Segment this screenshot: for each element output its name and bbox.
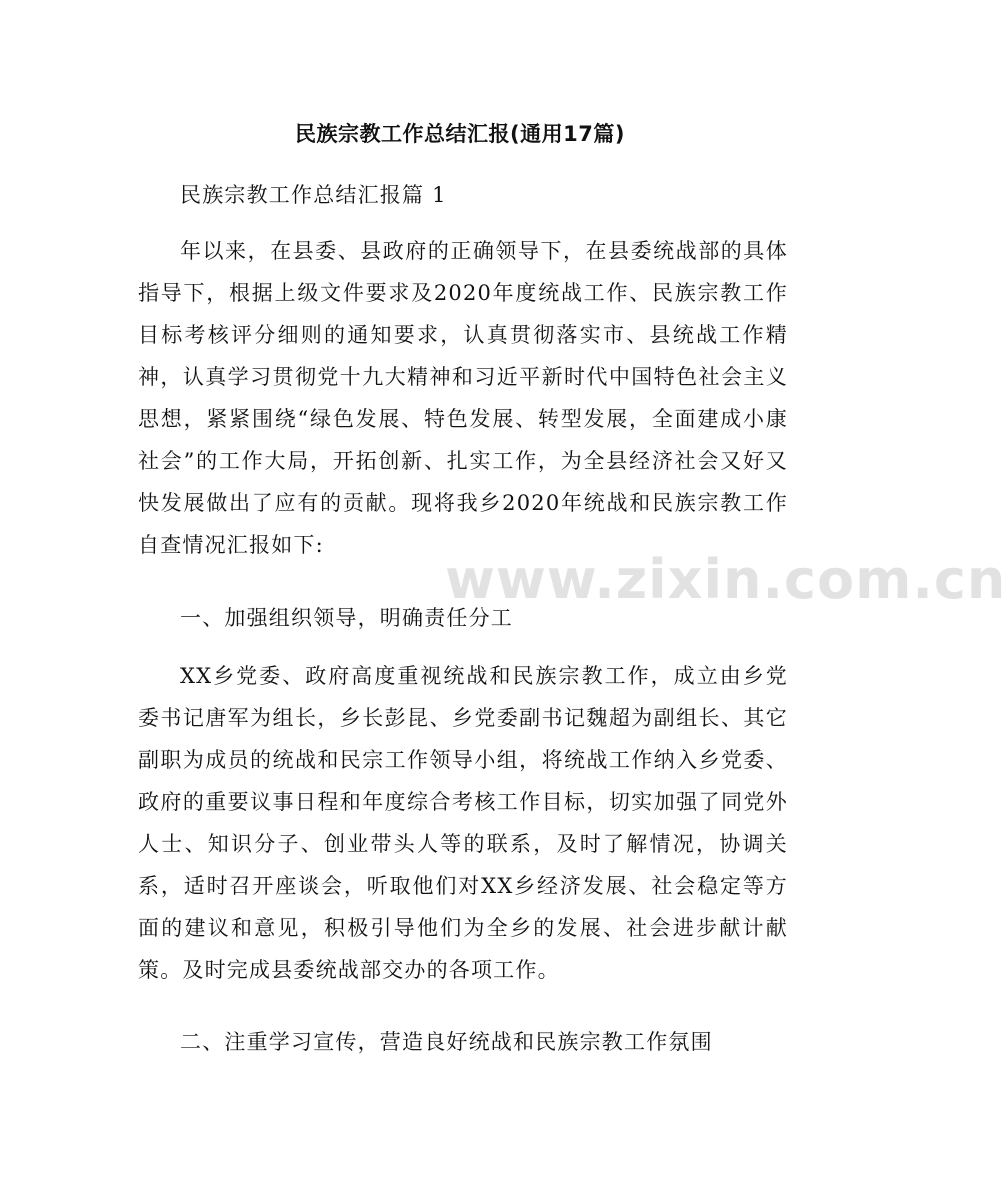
paragraph-intro: 年以来，在县委、县政府的正确领导下，在县委统战部的具体指导下，根据上级文件要求及2020年度统战工作、民族宗教工作目标考核评分细则的通知要求，认真贯彻落实市、县统战工作精神，认真学习贯彻党十九大精神和习近平新时代中国特色社会主义思想，紧紧围绕“绿色发展、特色发展、转型发展，全面建成小康社会”的工作大局，开拓创新、扎实工作，为全县经济社会又好又快发展做出了应有的贡献。现将我乡2020年统战和民族宗教工作自查情况汇报如下: bbox=[138, 239, 788, 557]
subheading-publicity: 二、注重学习宣传，营造良好统战和民族宗教工作氛围 bbox=[180, 1030, 713, 1054]
document-title: 民族宗教工作总结汇报(通用17篇) bbox=[295, 122, 625, 146]
section-heading: 民族宗教工作总结汇报篇 1 bbox=[180, 183, 447, 207]
watermark: www.zixin.com.cn bbox=[445, 548, 1006, 611]
subheading-organization: 一、加强组织领导，明确责任分工 bbox=[180, 606, 513, 630]
paragraph-organization: XX乡党委、政府高度重视统战和民族宗教工作，成立由乡党委书记唐军为组长，乡长彭昆、乡党委副书记魏超为副组长、其它副职为成员的统战和民宗工作领导小组，将统战工作纳入乡党委、政府的重要议事日程和年度综合考核工作目标，切实加强了同党外人士、知识分子、创业带头人等的联系，及时了解情况，协调关系，适时召开座谈会，听取他们对XX乡经济发展、社会稳定等方面的建议和意见，积极引导他们为全乡的发展、社会进步献计献策。及时完成县委统战部交办的各项工作。 bbox=[138, 664, 788, 982]
